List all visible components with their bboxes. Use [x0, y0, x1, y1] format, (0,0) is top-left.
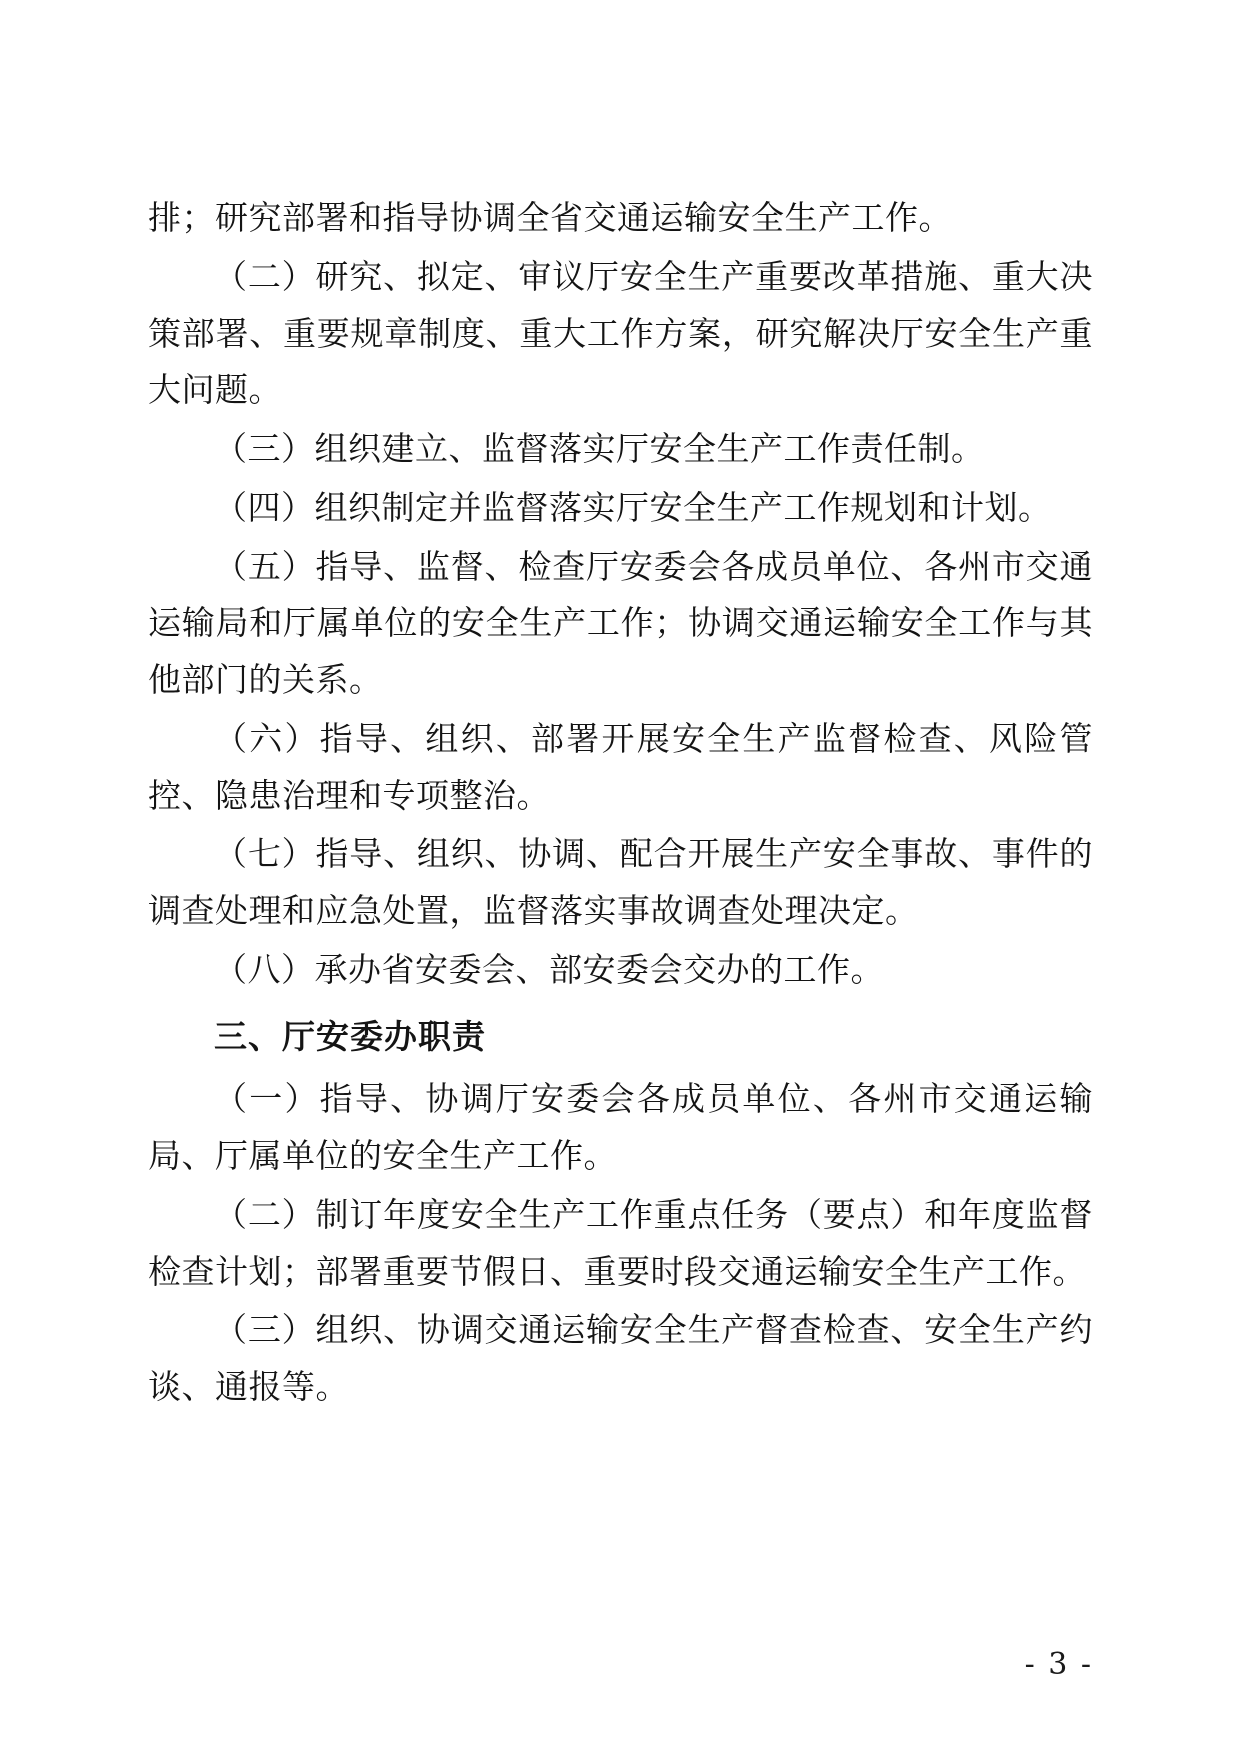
paragraph-item-4: （四）组织制定并监督落实厅安全生产工作规划和计划。 [214, 487, 1052, 527]
paragraph-item-8: （八）承办省安委会、部安委会交办的工作。 [214, 949, 884, 989]
paragraph-section3-item-2: （二）制订年度安全生产工作重点任务（要点）和年度监督检查计划；部署重要节假日、重要时段交通运输安全生产工作。 [148, 1194, 1093, 1291]
paragraph-item-6: （六）指导、组织、部署开展安全生产监督检查、风险管控、隐患治理和专项整治。 [148, 718, 1093, 815]
section-heading-three: 三、厅安委办职责 [214, 1016, 486, 1056]
document-body [148, 190, 1093, 1416]
paragraph-item-7: （七）指导、组织、协调、配合开展生产安全事故、事件的调查处理和应急处置，监督落实事故调查处理决定。 [148, 834, 1093, 930]
paragraph-item-2: （二）研究、拟定、审议厅安全生产重要改革措施、重大决策部署、重要规章制度、重大工作方案，研究解决厅安全生产重大问题。 [148, 256, 1093, 410]
paragraph-continued: 排；研究部署和指导协调全省交通运输安全生产工作。 [148, 198, 952, 237]
page-number: - 3 - [1024, 1647, 1093, 1682]
paragraph-item-3: （三）组织建立、监督落实厅安全生产工作责任制。 [214, 429, 985, 468]
paragraph-item-5: （五）指导、监督、检查厅安委会各成员单位、各州市交通运输局和厅属单位的安全生产工作；协调交通运输安全工作与其他部门的关系。 [148, 546, 1093, 699]
paragraph-section3-item-3: （三）组织、协调交通运输安全生产督查检查、安全生产约谈、通报等。 [148, 1310, 1093, 1406]
paragraph-section3-item-1: （一）指导、协调厅安委会各成员单位、各州市交通运输局、厅属单位的安全生产工作。 [148, 1079, 1093, 1175]
